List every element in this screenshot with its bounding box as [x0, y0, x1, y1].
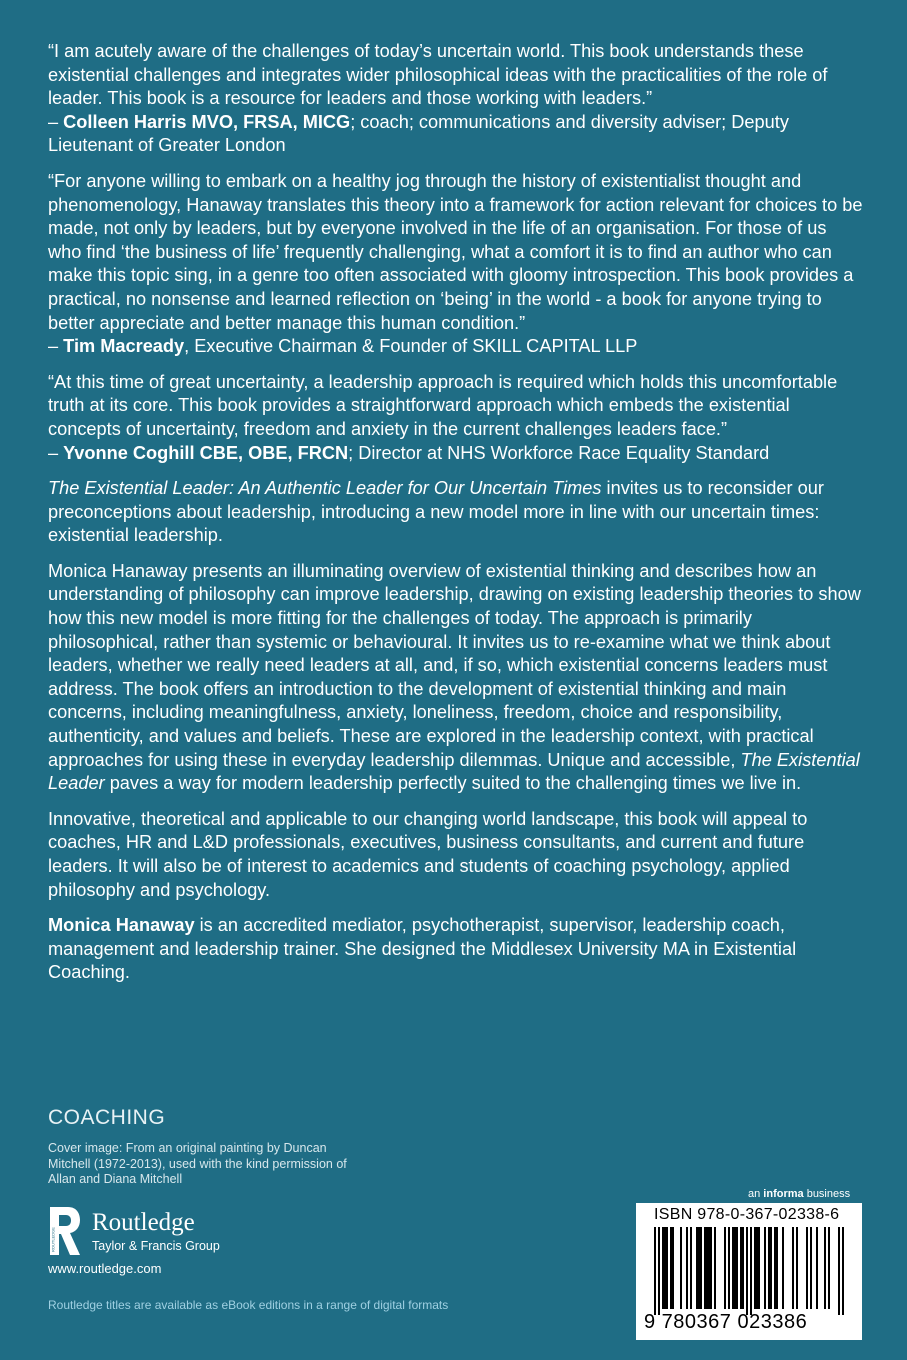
- endorser-role: , Executive Chairman & Founder of SKILL CAPITAL LLP: [184, 336, 638, 357]
- informa-tagline: an informa business: [748, 1188, 851, 1200]
- ebook-note: Routledge titles are available as eBook editions in a range of digital formats: [48, 1298, 449, 1312]
- publisher-website: www.routledge.com: [48, 1261, 162, 1276]
- barcode-bar: [672, 1227, 674, 1309]
- barcode-bar: [770, 1227, 772, 1309]
- barcode-bar: [686, 1227, 688, 1309]
- author-name: Monica Hanaway: [48, 915, 195, 936]
- barcode-bar: [714, 1227, 716, 1309]
- cover-credit: Cover image: From an original painting by Duncan Mitchell (1972-2013), used with the kind permission of Allan and Diana Mitchell: [48, 1141, 347, 1187]
- barcode-bar: [768, 1227, 770, 1309]
- barcode-bar: [708, 1227, 710, 1309]
- barcode-bar: [792, 1227, 794, 1309]
- barcode-bar: [742, 1227, 744, 1309]
- isbn-barcode: [636, 1203, 862, 1340]
- endorsement-attribution: – Yvonne Coghill CBE, OBE, FRCN; Director at NHS Workforce Race Equality Standard: [48, 442, 770, 463]
- barcode-bar: [828, 1227, 830, 1309]
- description-audience: Innovative, theoretical and applicable to our changing world landscape, this book will appeal to coaches, HR and L&D professionals, executives, business consultants, and current and future leaders. It will also be of interest to academics and students of coaching psychology, applied philosophy and psychology.: [48, 808, 808, 900]
- endorsement-attribution: – Colleen Harris MVO, FRSA, MICG; coach; communications and diversity adviser; Deputy Lieutenant of Greater London: [48, 111, 789, 156]
- barcode-bar: [662, 1227, 664, 1309]
- barcode-bar: [728, 1227, 730, 1309]
- endorsement-quote: “At this time of great uncertainty, a leadership approach is required which holds this uncomfortable truth at its core. This book provides a straightforward approach which embeds the existential concepts of uncertainty, freedom and anxiety in the current challenges leaders face.”: [48, 371, 838, 439]
- barcode-bar: [776, 1227, 778, 1309]
- barcode-bar: [710, 1227, 712, 1309]
- book-title-short: The Existential Leader: [48, 749, 860, 794]
- barcode-bar: [658, 1227, 660, 1315]
- endorser-name: Tim Macready: [63, 336, 185, 357]
- endorsement-attribution: – Tim Macready, Executive Chairman & Founder of SKILL CAPITAL LLP: [48, 336, 638, 357]
- endorsement-quote: “I am acutely aware of the challenges of today’s uncertain world. This book understands these existential challenges and integrates wider philosophical ideas with the practicalities of the role of leader. This book is a resource for leaders and those working with leaders.”: [48, 41, 828, 109]
- barcode-bar: [824, 1227, 826, 1309]
- barcode-bar: [680, 1227, 682, 1309]
- endorser-name: Yvonne Coghill CBE, OBE, FRCN: [63, 442, 349, 463]
- informa-brand: informa: [763, 1188, 804, 1200]
- barcode-bar: [732, 1227, 734, 1309]
- barcode-bar: [754, 1227, 756, 1309]
- barcode-bar: [704, 1227, 706, 1309]
- endorser-name: Colleen Harris MVO, FRSA, MICG: [63, 111, 351, 132]
- publisher-name: Routledge: [92, 1209, 195, 1236]
- barcode-bar: [796, 1227, 798, 1309]
- barcode-bar: [750, 1227, 752, 1315]
- publisher-logo: [48, 1205, 288, 1257]
- endorsement-3: [48, 371, 863, 465]
- barcode-bar: [698, 1227, 700, 1309]
- description-body: Monica Hanaway presents an illuminating overview of existential thinking and describes how an understanding of philosophy can improve leadership, drawing on existing leadership theories to show how this new model is more fitting for the challenges of today. The approach is primarily philosophical, rather than systemic or behavioural. It invites us to re-examine what we think about leaders, whether we really need leaders at all, and, if so, which existential concerns leaders must address. The book offers an introduction to the development of existential thinking and main concerns, including meaningfulness, anxiety, loneliness, freedom, choice and responsibility, authenticity, and values and beliefs. These are explored in the leadership context, with practical approaches for using these in everyday leadership dilemmas. Unique and accessible, The Existential Leader paves a way for modern leadership perfectly suited to the challenging times we live in.: [48, 560, 861, 794]
- barcode-bar: [740, 1227, 742, 1309]
- endorser-role: ; Director at NHS Workforce Race Equality Standard: [348, 442, 770, 463]
- barcode-bar: [842, 1227, 844, 1315]
- barcode-bar: [690, 1227, 692, 1309]
- svg-text:ROUTLEDGE: ROUTLEDGE: [50, 1227, 56, 1252]
- description-intro: The Existential Leader: An Authentic Leader for Our Uncertain Times invites us to reconsider our preconceptions about leadership, introducing a new model more in line with our uncertain times: existential leadership.: [48, 478, 824, 546]
- endorsement-2: [48, 170, 863, 359]
- endorser-role: ; coach; communications and diversity adviser; Deputy Lieutenant of Greater London: [48, 111, 789, 156]
- routledge-logo-icon: [48, 1205, 82, 1257]
- author-bio: Monica Hanaway is an accredited mediator, psychotherapist, supervisor, leadership coach, management and leadership trainer. She designed the Middlesex University MA in Existential Coaching.: [48, 915, 797, 983]
- barcode-digits: 9 780367 023386: [644, 1311, 808, 1333]
- barcode-bar: [736, 1227, 738, 1309]
- barcode-bar: [782, 1227, 784, 1309]
- barcode-bar: [696, 1227, 698, 1309]
- endorsement-quote: “For anyone willing to embark on a healthy jog through the history of existentialist thought and phenomenology, Hanaway translates this theory into a framework for action relevant for choices to be made, not only by leaders, but by everyone involved in the life of an organisation. For those of us who find ‘the business of life’ frequently challenging, what a comfort it is to find an author who can make this topic sing, in a genre too often associated with gloomy introspection. This book provides a practical, no nonsense and learned reflection on ‘being’ in the world - a book for anyone trying to better appreciate and better manage this human condition.”: [48, 170, 863, 333]
- subject-category: COACHING: [48, 1106, 166, 1129]
- endorsement-1: [48, 40, 863, 158]
- isbn-label: ISBN 978-0-367-02338-6: [654, 1206, 840, 1223]
- barcode-bar: [758, 1227, 760, 1309]
- barcode-bar: [700, 1227, 702, 1309]
- barcode-bar: [816, 1227, 818, 1309]
- barcode-bar: [666, 1227, 668, 1309]
- barcode-bar: [706, 1227, 708, 1309]
- book-title: The Existential Leader: An Authentic Leader for Our Uncertain Times: [48, 478, 602, 499]
- barcode-bar: [654, 1227, 656, 1315]
- barcode-bar: [806, 1227, 808, 1309]
- barcode-bar: [734, 1227, 736, 1309]
- barcode-bar: [664, 1227, 666, 1309]
- barcode-bar: [756, 1227, 758, 1309]
- publisher-group: Taylor & Francis Group: [92, 1239, 220, 1253]
- barcode-bar: [724, 1227, 726, 1309]
- barcode-bar: [764, 1227, 766, 1309]
- barcode-bar: [670, 1227, 672, 1309]
- barcode-bar: [810, 1227, 812, 1309]
- barcode-bar: [838, 1227, 840, 1315]
- barcode-bar: [774, 1227, 776, 1309]
- barcode-bar: [746, 1227, 748, 1315]
- back-cover-text: [48, 40, 863, 997]
